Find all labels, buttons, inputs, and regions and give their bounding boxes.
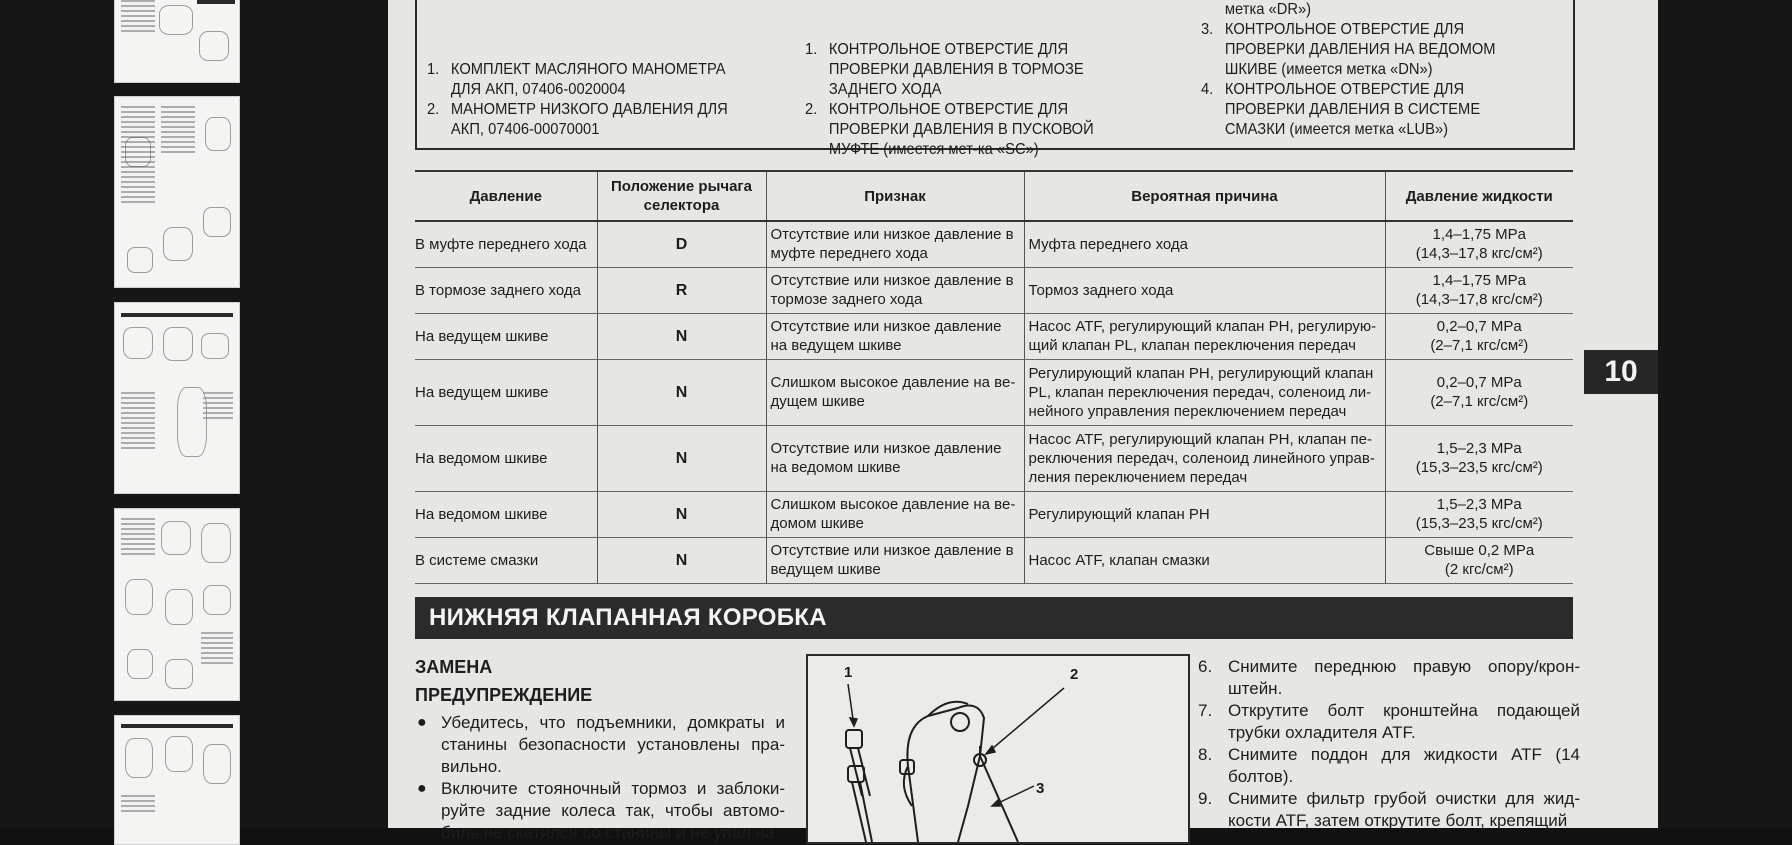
pressure-cell: На ведущем шкиве — [415, 359, 597, 425]
list-item — [415, 712, 785, 778]
tools-list — [427, 60, 731, 140]
sign-cell: Отсутствие или низкое давление в тормозе заднего хода — [766, 267, 1024, 313]
item-number: 4. — [1201, 81, 1214, 98]
step-number: 6. — [1198, 657, 1213, 676]
item-text: КОНТРОЛЬНОЕ ОТВЕРСТИЕ ДЛЯ ПРОВЕРКИ ДАВЛЕНИЯ В ТОРМОЗЕ ЗАДНЕГО ХОДА — [828, 41, 1084, 98]
cause-cell: Муфта переднего хода — [1024, 221, 1385, 267]
item-text: КОМПЛЕКТ МАСЛЯНОГО МАНОМЕТРА ДЛЯ АКП, 07406-0020004 — [450, 61, 726, 98]
value-mpa: 1,5–2,3 MPa — [1436, 496, 1522, 513]
figure-label: 2 — [1070, 666, 1079, 683]
cause-cell: Регулирующий клапан PH, регулирующий клапан PL, клапан переключения передач, соленоид ли-нейного управления переключением передач — [1024, 359, 1385, 425]
table-header-row — [415, 171, 1573, 221]
item-text: Включите стояночный тормоз и заблоки-руйте задние колеса так, чтобы автомо-биль не скатился со станины и не упал на — [441, 779, 785, 842]
table-row — [415, 267, 1573, 313]
list-item — [427, 60, 731, 100]
warning-list — [415, 712, 785, 844]
page-thumbnail[interactable] — [114, 96, 240, 288]
step-item — [1198, 656, 1580, 700]
step-item — [1198, 744, 1580, 788]
value-mpa: Свыше 0,2 MPa — [1424, 542, 1535, 559]
callout-box — [415, 0, 1575, 158]
lever-cell: N — [597, 491, 766, 537]
value-mpa: 1,4–1,75 MPa — [1432, 226, 1526, 244]
step-text: Открутите болт кронштейна подающей трубки охладителя ATF. — [1228, 701, 1580, 742]
page-thumbnail[interactable] — [114, 302, 240, 494]
pressure-cell: На ведомом шкиве — [415, 425, 597, 491]
cause-cell: Регулирующий клапан PH — [1024, 491, 1385, 537]
column-header: Давление — [415, 171, 597, 221]
item-number: 3. — [1201, 21, 1214, 38]
item-number: 2. — [805, 101, 818, 118]
sign-cell: Слишком высокое давление на ве-домом шкиве — [766, 491, 1024, 537]
valve-body-figure — [806, 654, 1190, 844]
list-item — [805, 100, 1132, 160]
sign-cell: Отсутствие или низкое давление на ведомом шкиве — [766, 425, 1024, 491]
cause-cell: Насос ATF, клапан смазки — [1024, 537, 1385, 583]
value-mpa: 1,4–1,75 MPa — [1432, 272, 1526, 289]
item-text: КОНТРОЛЬНОЕ ОТВЕРСТИЕ ДЛЯ ПРОВЕРКИ ДАВЛЕНИЯ В СИСТЕМЕ СМАЗКИ (имеется метка «LUB») — [1224, 81, 1481, 138]
ports-list-1 — [805, 40, 1132, 160]
list-item — [415, 778, 785, 844]
figure-label: 1 — [844, 664, 853, 681]
column-header: Вероятная причина — [1024, 171, 1385, 221]
item-text: Убедитесь, что подъемники, домкраты и станины безопасности установлены пра-вильно. — [441, 713, 785, 776]
column-header: Признак — [766, 171, 1024, 221]
bullet-icon: ● — [417, 714, 427, 731]
pressure-cell: В системе смазки — [415, 537, 597, 583]
page-thumbnail[interactable] — [114, 715, 240, 845]
list-item — [1201, 80, 1532, 140]
item-number: 2. — [427, 101, 440, 118]
table-row — [415, 425, 1573, 491]
pressure-cell: В муфте переднего хода — [415, 221, 597, 267]
item-number: 1. — [427, 61, 440, 78]
sign-cell: Отсутствие или низкое давление на ведущем шкиве — [766, 313, 1024, 359]
pressure-cell: На ведомом шкиве — [415, 491, 597, 537]
value-kgf: (2–7,1 кгс/см²) — [1430, 337, 1529, 354]
value-mpa: 0,2–0,7 MPa — [1436, 318, 1522, 335]
bracket-illustration — [808, 656, 1188, 842]
table-row — [415, 491, 1573, 537]
replacement-section — [415, 656, 785, 844]
page-thumbnail[interactable] — [114, 508, 240, 701]
list-item — [805, 40, 1132, 100]
column-header: Давление жидкости — [1385, 171, 1573, 221]
lever-cell: N — [597, 425, 766, 491]
sign-cell: Слишком высокое давление на ве-дущем шкиве — [766, 359, 1024, 425]
column-header: Положение рычага селектора — [597, 171, 766, 221]
list-item — [1201, 0, 1532, 20]
cause-cell: Насос ATF, регулирующий клапан PH, регулирую-щий клапан PL, клапан переключения передач — [1024, 313, 1385, 359]
lever-cell: N — [597, 313, 766, 359]
step-text: Снимите поддон для жидкости ATF (14 болтов). — [1228, 745, 1580, 786]
value-cell — [1385, 537, 1573, 583]
value-kgf: (2–7,1 кгс/см²) — [1430, 393, 1529, 410]
value-kgf: (15,3–23,5 кгс/см²) — [1415, 515, 1543, 532]
item-text: КОНТРОЛЬНОЕ ОТВЕРСТИЕ ДЛЯ ПРОВЕРКИ ДАВЛЕНИЯ В ПУСКОВОЙ МУФТЕ (имеется мет-ка «SC») — [828, 101, 1094, 158]
value-mpa: 1,5–2,3 MPa — [1436, 440, 1522, 457]
step-item — [1198, 700, 1580, 744]
sign-cell: Отсутствие или низкое давление в муфте переднего хода — [766, 221, 1024, 267]
lever-cell: N — [597, 359, 766, 425]
value-mpa: 0,2–0,7 MPa — [1436, 374, 1522, 391]
table-row — [415, 313, 1573, 359]
value-cell — [1385, 267, 1573, 313]
cause-cell: Насос ATF, регулирующий клапан PH, клапан пе-реключения передач, соленоид линейного управ-ления переключением передач — [1024, 425, 1385, 491]
step-number: 9. — [1198, 789, 1213, 808]
pressure-cell: На ведущем шкиве — [415, 313, 597, 359]
step-item — [1198, 788, 1580, 832]
lever-cell: R — [597, 267, 766, 313]
value-cell — [1385, 491, 1573, 537]
value-cell — [1385, 221, 1573, 267]
sign-cell: Отсутствие или низкое давление в ведущем шкиве — [766, 537, 1024, 583]
value-cell — [1385, 313, 1573, 359]
value-cell — [1385, 425, 1573, 491]
step-number: 7. — [1198, 701, 1213, 720]
table-row — [415, 221, 1573, 267]
value-kgf: (14,3–17,8 кгс/см²) — [1415, 291, 1543, 308]
procedure-steps — [1198, 656, 1580, 832]
list-item — [427, 100, 731, 140]
pressure-cell: В тормозе заднего хода — [415, 267, 597, 313]
bullet-icon: ● — [417, 780, 427, 797]
section-header: НИЖНЯЯ КЛАПАННАЯ КОРОБКА — [415, 597, 1573, 639]
table-row — [415, 537, 1573, 583]
value-kgf: (15,3–23,5 кгс/см²) — [1415, 459, 1543, 476]
item-number: 1. — [805, 41, 818, 58]
cause-cell: Тормоз заднего хода — [1024, 267, 1385, 313]
thumbnail-strip[interactable] — [0, 0, 340, 828]
chapter-tab: 10 — [1584, 350, 1658, 394]
section-heading: ЗАМЕНА — [415, 657, 493, 677]
value-cell — [1385, 359, 1573, 425]
item-text: метка «DR») — [1224, 1, 1312, 18]
ports-list-2 — [1201, 0, 1532, 140]
item-text: МАНОМЕТР НИЗКОГО ДАВЛЕНИЯ ДЛЯ АКП, 07406-00070001 — [450, 101, 728, 138]
table-row — [415, 359, 1573, 425]
list-item — [1201, 20, 1532, 80]
step-number: 8. — [1198, 745, 1213, 764]
figure-label: 3 — [1036, 780, 1045, 797]
lever-cell: D — [597, 221, 766, 267]
page-thumbnail[interactable] — [114, 0, 240, 83]
item-text: КОНТРОЛЬНОЕ ОТВЕРСТИЕ ДЛЯ ПРОВЕРКИ ДАВЛЕНИЯ НА ВЕДОМОМ ШКИВЕ (имеется метка «DN») — [1224, 21, 1496, 78]
value-kgf: (14,3–17,8 кгс/см²) — [1415, 245, 1543, 263]
pressure-table — [415, 170, 1573, 584]
document-page — [388, 0, 1658, 842]
lever-cell: N — [597, 537, 766, 583]
value-kgf: (2 кгс/см²) — [1444, 561, 1514, 578]
step-text: Снимите фильтр грубой очистки для жид-кости ATF, затем открутите болт, крепящий — [1228, 789, 1580, 830]
step-text: Снимите переднюю правую опору/крон-штейн. — [1228, 657, 1580, 698]
warning-heading: ПРЕДУПРЕЖДЕНИЕ — [415, 685, 593, 705]
